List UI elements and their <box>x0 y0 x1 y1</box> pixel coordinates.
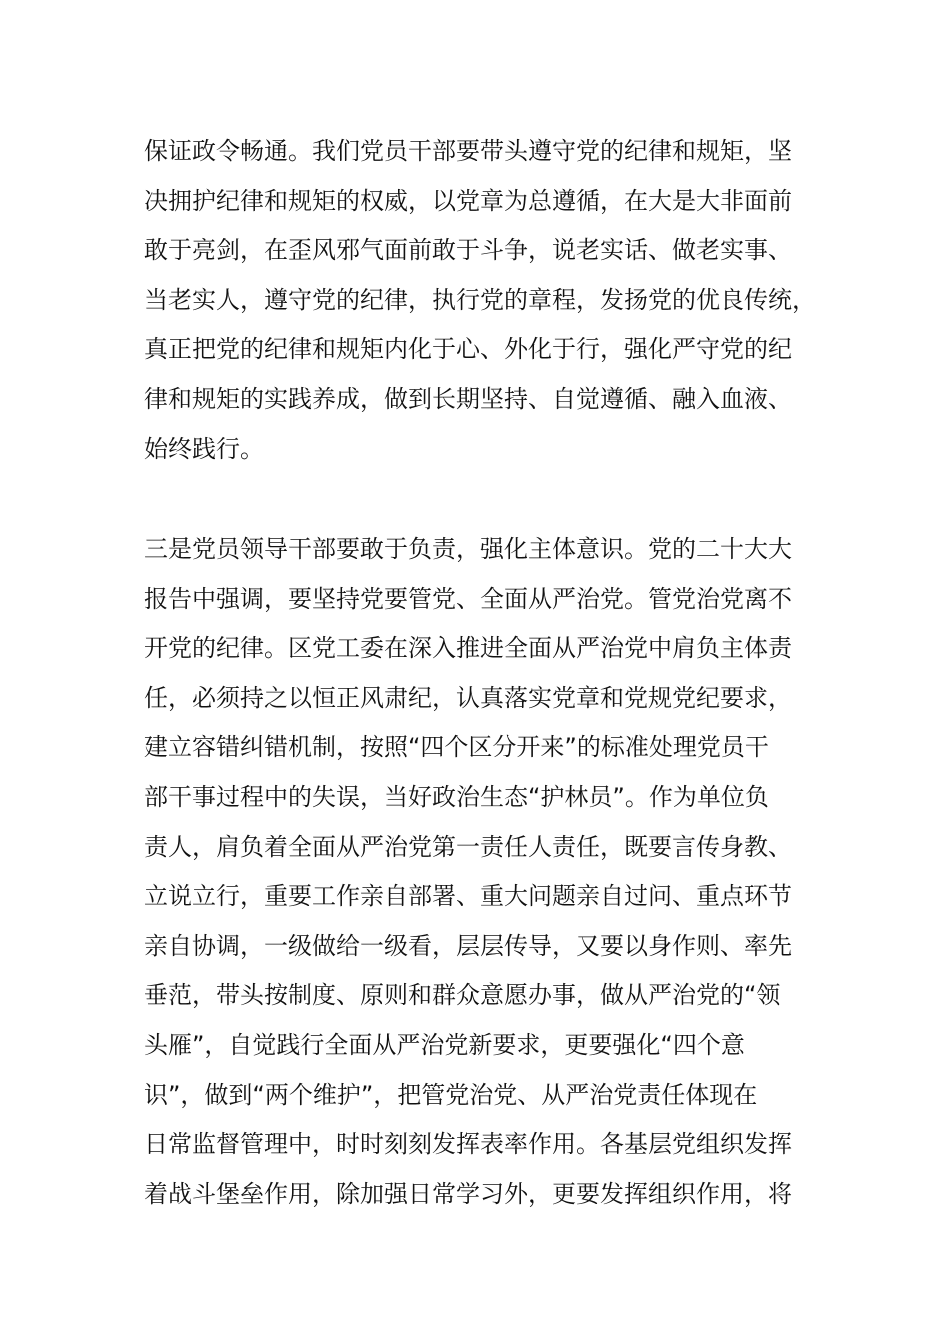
text-line: 亲自协调，一级做给一级看，层层传导，又要以身作则、率先 <box>144 931 792 960</box>
text-line: 着战斗堡垒作用，除加强日常学习外，更要发挥组织作用，将 <box>144 1179 792 1208</box>
text-line: 识”，做到“两个维护”，把管党治党、从严治党责任体现在 <box>144 1080 758 1109</box>
paragraph-1 <box>144 127 844 474</box>
text-line: 垂范，带头按制度、原则和群众意愿办事，做从严治党的“领 <box>144 981 781 1010</box>
text-line: 报告中强调，要坚持党要管党、全面从严治党。管党治党离不 <box>144 584 792 613</box>
text-line: 头雁”，自觉践行全面从严治党新要求，更要强化“四个意 <box>144 1030 745 1059</box>
paragraph-2 <box>144 525 844 1219</box>
text-line: 真正把党的纪律和规矩内化于心、外化于行，强化严守党的纪 <box>144 335 792 364</box>
text-line: 建立容错纠错机制，按照“四个区分开来”的标准处理党员干 <box>144 733 769 762</box>
text-line: 三是党员领导干部要敢于负责，强化主体意识。党的二十大大 <box>144 535 792 563</box>
text-line: 决拥护纪律和规矩的权威，以党章为总遵循，在大是大非面前 <box>144 186 792 215</box>
text-line: 敢于亮剑，在歪风邪气面前敢于斗争，说老实话、做老实事、 <box>144 236 792 265</box>
text-line: 开党的纪律。区党工委在深入推进全面从严治党中肩负主体责 <box>144 634 792 663</box>
text-line: 始终践行。 <box>144 434 264 463</box>
text-line: 立说立行，重要工作亲自部署、重大问题亲自过问、重点环节 <box>144 882 792 911</box>
text-line: 律和规矩的实践养成，做到长期坚持、自觉遵循、融入血液、 <box>144 384 792 413</box>
text-line: 当老实人，遵守党的纪律，执行党的章程，发扬党的优良传统， <box>144 285 816 314</box>
text-line: 责人，肩负着全面从严治党第一责任人责任，既要言传身教、 <box>144 832 792 861</box>
text-line: 日常监督管理中，时时刻刻发挥表率作用。各基层党组织发挥 <box>144 1130 792 1159</box>
text-line: 保证政令畅通。我们党员干部要带头遵守党的纪律和规矩，坚 <box>144 137 792 165</box>
text-line: 部干事过程中的失误，当好政治生态“护林员”。作为单位负 <box>144 782 769 811</box>
text-line: 任，必须持之以恒正风肃纪，认真落实党章和党规党纪要求， <box>144 683 792 712</box>
